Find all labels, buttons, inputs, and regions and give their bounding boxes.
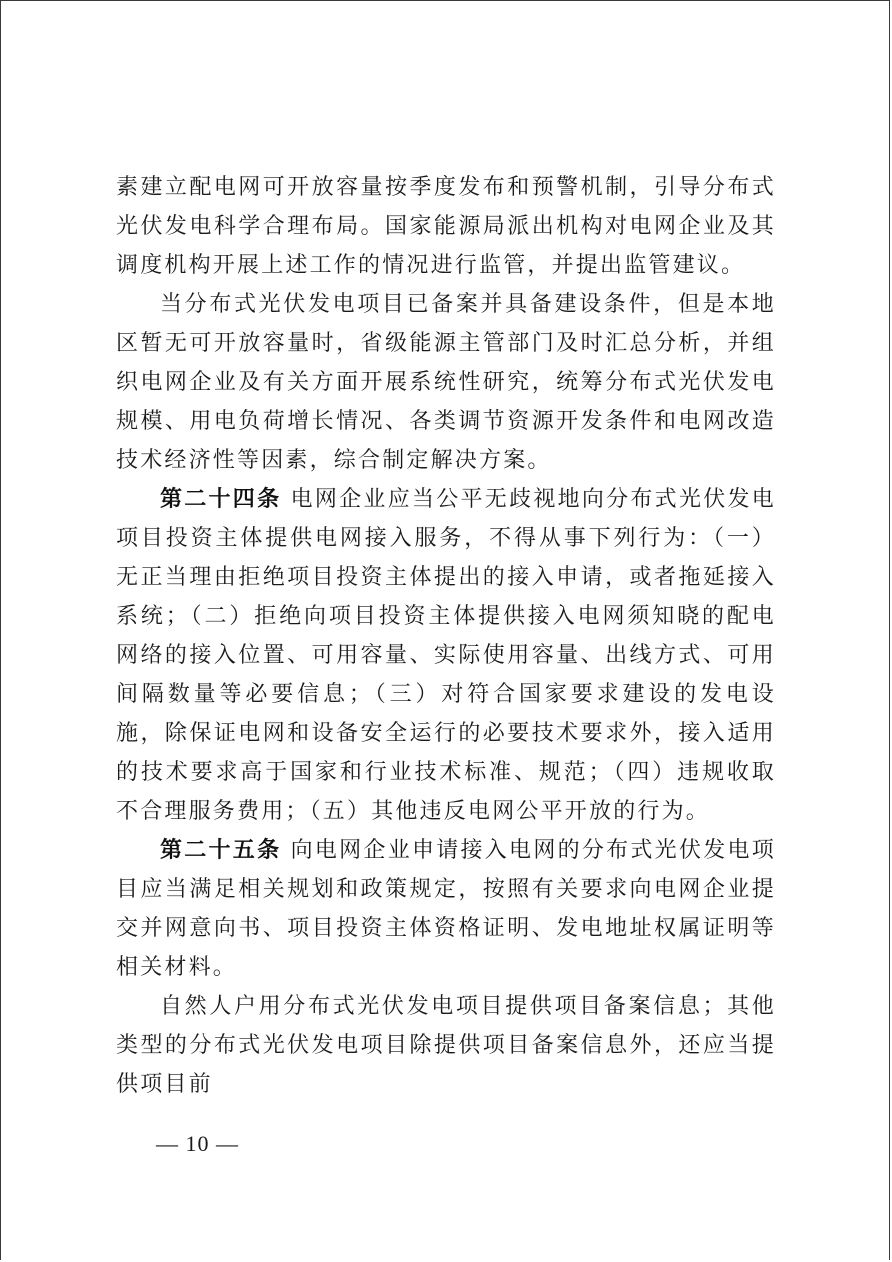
- article-spacer: [281, 487, 290, 512]
- paragraph-text: 自然人户用分布式光伏发电项目提供项目备案信息；其他类型的分布式光伏发电项目除提供项目备案信息外，还应当提供项目前: [116, 994, 776, 1097]
- article-spacer: [281, 838, 290, 863]
- paragraph-no-capacity: [116, 285, 776, 480]
- paragraph-text: 向电网企业申请接入电网的分布式光伏发电项目应当满足相关规划和政策规定，按照有关要求向电网企业提交并网意向书、项目投资主体资格证明、发电地址权属证明等相关材料。: [116, 838, 776, 980]
- page-number: — 10 —: [156, 1131, 239, 1156]
- paragraph-text: 当分布式光伏发电项目已备案并具备建设条件，但是本地区暂无可开放容量时，省级能源主管部门及时汇总分析，并组织电网企业及有关方面开展系统性研究，统筹分布式光伏发电规模、用电负荷增长情况、各类调节资源开发条件和电网改造技术经济性等因素，综合制定解决方案。: [116, 292, 776, 473]
- paragraph-article-24: [116, 480, 776, 831]
- paragraph-text: 电网企业应当公平无歧视地向分布式光伏发电项目投资主体提供电网接入服务，不得从事下列行为：（一）无正当理由拒绝项目投资主体提出的接入申请，或者拖延接入系统；（二）拒绝向项目投资主体提供接入电网须知晓的配电网络的接入位置、可用容量、实际使用容量、出线方式、可用间隔数量等必要信息；（三）对符合国家要求建设的发电设施，除保证电网和设备安全运行的必要技术要求外，接入适用的技术要求高于国家和行业技术标准、规范；（四）违规收取不合理服务费用；（五）其他违反电网公平开放的行为。: [116, 487, 776, 824]
- article-heading: 第二十四条: [160, 486, 282, 512]
- paragraph-household-projects: [116, 987, 776, 1104]
- paragraph-continuation: [116, 168, 776, 285]
- document-body: [116, 168, 776, 1104]
- paragraph-article-25: [116, 831, 776, 987]
- article-heading: 第二十五条: [160, 837, 282, 863]
- paragraph-text: 素建立配电网可开放容量按季度发布和预警机制，引导分布式光伏发电科学合理布局。国家能源局派出机构对电网企业及其调度机构开展上述工作的情况进行监管，并提出监管建议。: [116, 175, 776, 278]
